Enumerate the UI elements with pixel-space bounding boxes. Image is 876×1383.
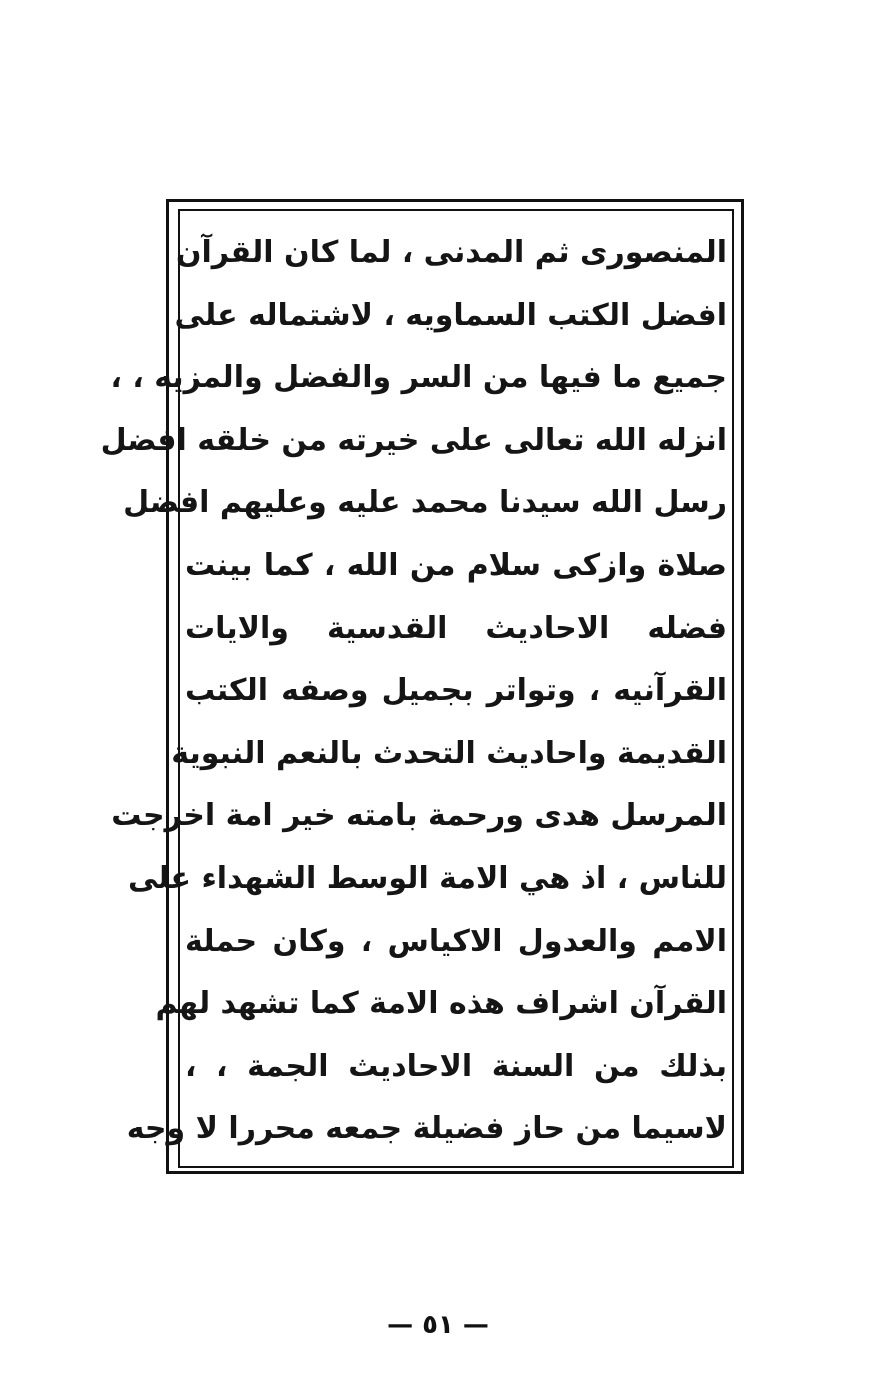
text-line-9: القديمة واحاديث التحدث بالنعم النبوية	[171, 735, 727, 771]
text-line-11: للناس ، اذ هي الامة الوسط الشهداء على	[127, 860, 727, 896]
text-line-5: رسل الله سيدنا محمد عليه وعليهم افضل	[123, 485, 727, 521]
text-line-7: فضله الاحاديث القدسية والايات	[185, 610, 727, 646]
text-line-12: الامم والعدول الاكياس ، وكان حملة	[185, 923, 727, 959]
text-line-10: المرسل هدى ورحمة بامته خير امة اخرجت	[111, 798, 727, 834]
text-line-2: افضل الكتب السماويه ، لاشتماله على	[174, 297, 727, 333]
text-line-15: لاسيما من حاز فضيلة جمعه محررا لا وجه	[126, 1111, 727, 1147]
text-line-3: جميع ما فيها من السر والفضل والمزيه ، ،	[110, 360, 727, 396]
text-line-6: صلاة وازكى سلام من الله ، كما بينت	[185, 547, 727, 583]
text-line-8: القرآنيه ، وتواتر بجميل وصفه الكتب	[185, 673, 727, 709]
page-number: — ٥١ —	[387, 1310, 489, 1340]
text-line-4: انزله الله تعالى على خيرته من خلقه افضل	[100, 422, 727, 458]
text-line-13: القرآن اشراف هذه الامة كما تشهد لهم	[155, 986, 727, 1022]
text-line-1: المنصوری ثم المدنی ، لما كان القرآن	[175, 235, 727, 270]
arabic-text-block	[100, 222, 727, 1162]
text-line-14: بذلك من السنة الاحاديث الجمة ، ،	[185, 1048, 727, 1084]
